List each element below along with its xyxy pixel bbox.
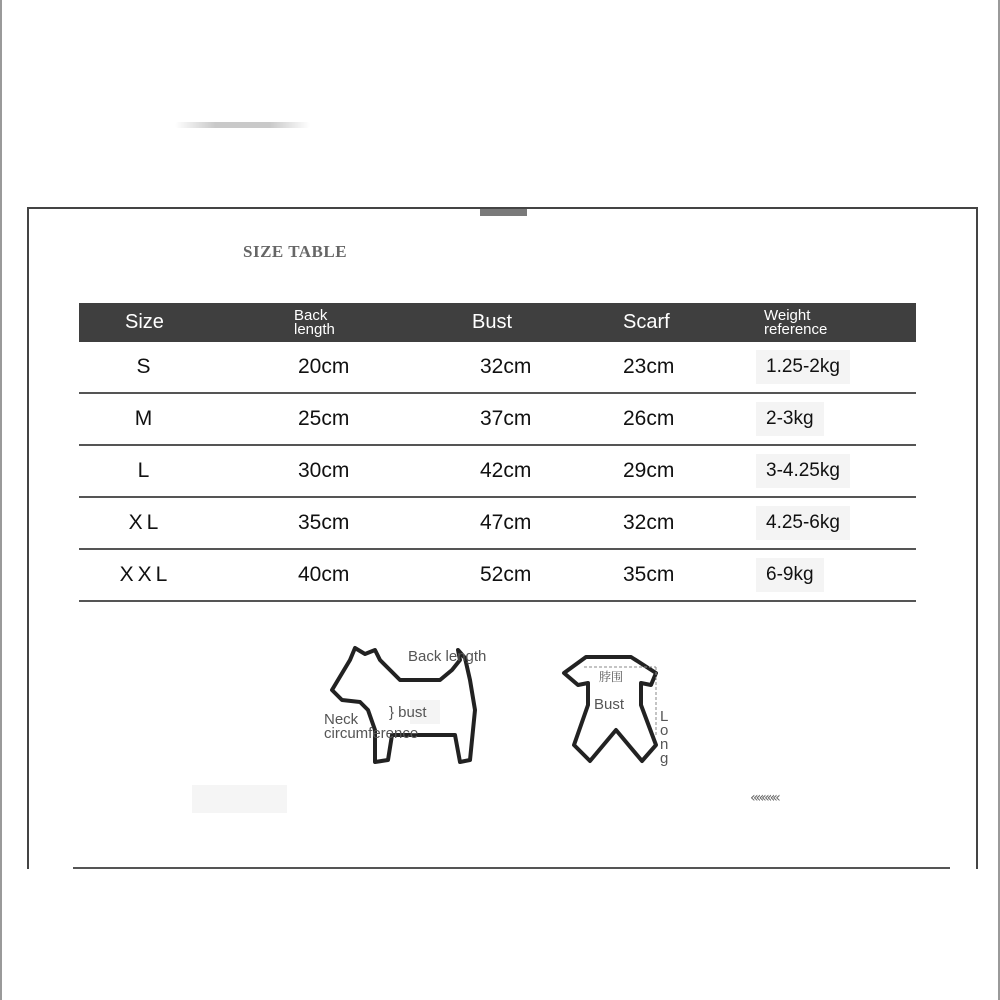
header-weight-reference: Weight reference	[694, 303, 916, 342]
suit-bust-label: Bust	[594, 696, 625, 713]
row-scarf: 29cm	[553, 445, 694, 497]
row-back-length: 25cm	[220, 393, 402, 445]
weight-value: 4.25-6kg	[756, 506, 850, 540]
row-bust: 32cm	[402, 342, 553, 393]
row-back-length: 35cm	[220, 497, 402, 549]
row-back-length: 40cm	[220, 549, 402, 601]
row-weight	[694, 549, 916, 601]
table-row	[79, 393, 916, 445]
row-back-length: 30cm	[220, 445, 402, 497]
row-weight	[694, 393, 916, 445]
bottom-rule	[73, 867, 950, 869]
row-size: XXL	[79, 549, 220, 601]
row-bust: 47cm	[402, 497, 553, 549]
decorative-smudge-box	[192, 785, 287, 813]
table-row	[79, 497, 916, 549]
table-row	[79, 342, 916, 393]
suit-neck-cn-label: 脖围	[599, 670, 624, 684]
weight-value: 1.25-2kg	[756, 350, 850, 384]
header-scarf: Scarf	[553, 303, 694, 342]
table-row	[79, 445, 916, 497]
dog-bust-label: } bust	[389, 704, 427, 721]
row-bust: 52cm	[402, 549, 553, 601]
dog-neck-label: Neck circumference	[324, 711, 419, 742]
size-table	[79, 303, 916, 602]
row-scarf: 35cm	[553, 549, 694, 601]
left-border	[0, 0, 2, 1000]
weight-value: 3-4.25kg	[756, 454, 850, 488]
row-bust: 42cm	[402, 445, 553, 497]
row-size: M	[79, 393, 220, 445]
row-size: L	[79, 445, 220, 497]
row-weight	[694, 342, 916, 393]
header-bust: Bust	[402, 303, 553, 342]
decorative-smudge	[175, 122, 310, 128]
table-row	[79, 549, 916, 601]
weight-value: 2-3kg	[756, 402, 824, 436]
frame-tab-mark	[480, 209, 527, 216]
weight-value: 6-9kg	[756, 558, 824, 592]
row-size: S	[79, 342, 220, 393]
row-scarf: 32cm	[553, 497, 694, 549]
header-back-length: Back length	[220, 303, 402, 342]
row-size: XL	[79, 497, 220, 549]
row-scarf: 23cm	[553, 342, 694, 393]
row-scarf: 26cm	[553, 393, 694, 445]
row-weight	[694, 445, 916, 497]
arrow-decoration-icon: «««««	[750, 790, 778, 806]
row-back-length: 20cm	[220, 342, 402, 393]
dog-back-length-label: Back length	[408, 648, 487, 665]
row-weight	[694, 497, 916, 549]
suit-long-label: Long	[660, 708, 669, 767]
table-header-row	[79, 303, 916, 342]
size-table-title: SIZE TABLE	[243, 242, 348, 261]
header-size: Size	[79, 303, 220, 342]
row-bust: 37cm	[402, 393, 553, 445]
